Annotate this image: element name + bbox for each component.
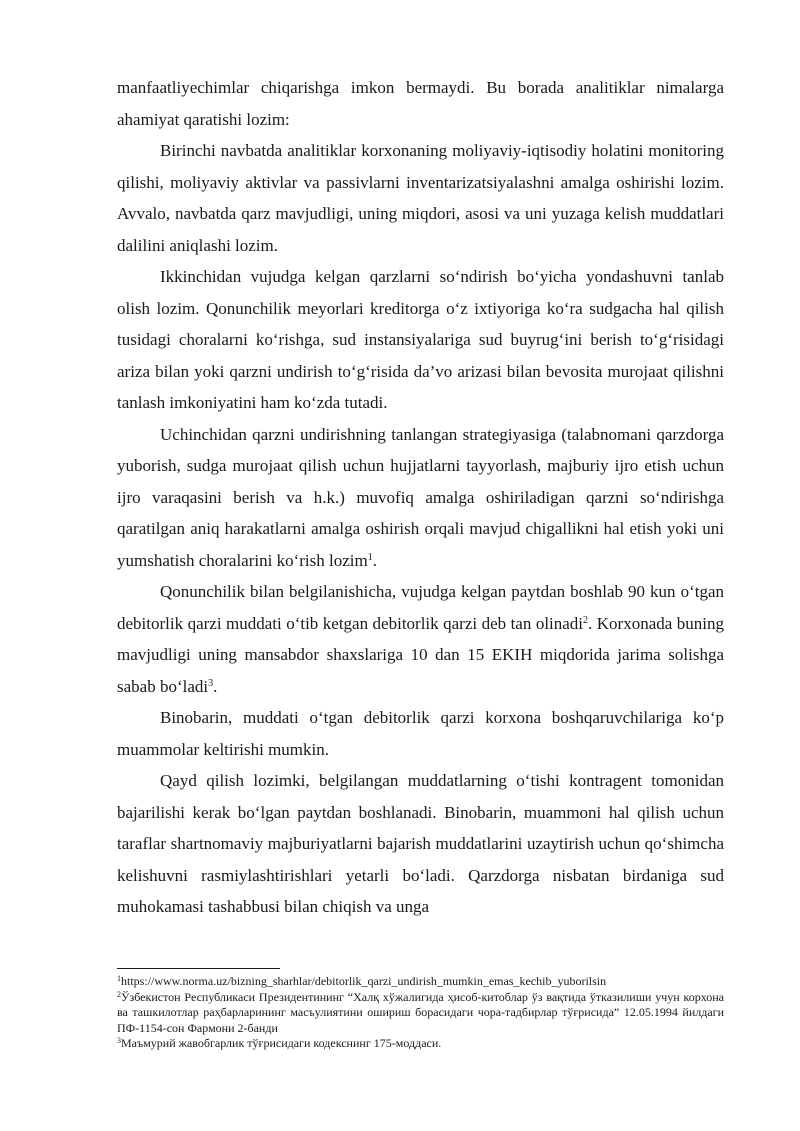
paragraph-4 — [117, 419, 724, 577]
paragraph-5-end: . — [213, 676, 218, 696]
footnotes — [117, 974, 724, 1052]
footnote-mark-3: 3 — [117, 1036, 121, 1045]
footnote-2 — [117, 990, 724, 1037]
footnote-mark-1: 1 — [117, 974, 121, 983]
footnote-mark-2: 2 — [117, 989, 121, 999]
paragraph-5-text-a: Qonunchilik bilan belgilanishicha, vujudga kelgan paytdan boshlab 90 kun o‘tgan debitorlik qarzi muddati o‘tib ketgan debitorlik qarzi deb tan olinadi — [117, 582, 724, 633]
paragraph-5 — [117, 576, 724, 702]
footnote-1 — [117, 974, 724, 990]
paragraph-2: Birinchi navbatda analitiklar korxonaning moliyaviy-iqtisodiy holatini monitoring qilishi, moliyaviy aktivlar va passivlarni inventarizatsiyalashni amalga oshirishi lozim. Avvalo, navbatda qarz mavjudligi, uning miqdori, asosi va uni yuzaga kelish muddatlari dalilini aniqlashi lozim. — [117, 141, 724, 255]
paragraph-7: Qayd qilish lozimki, belgilangan muddatlarning o‘tishi kontragent tomonidan bajarilishi kerak bo‘lgan paytdan boshlanadi. Binobarin, muammoni hal qilish uchun taraflar shartnomaviy majburiyatlarni bajarish muddatlarini uzaytirish uchun qo‘shimcha kelishuvni rasmiylashtirishlari yetarli bo‘ladi. Qarzdorga nisbatan birdaniga sud muhokamasi tashabbusi bilan chiqish va unga — [117, 771, 724, 916]
footnote-3 — [117, 1036, 724, 1052]
paragraph-5-text-b: . Korxonada buning mavjudligi uning mansabdor shaxslariga 10 dan 15 EKIH miqdorida jarima solishga sabab bo‘ladi — [117, 613, 724, 696]
footnote-3-text: Маъмурий жавобгарлик тўғрисидаги кодекснинг 175-моддаси. — [121, 1036, 442, 1050]
paragraph-4-text: Uchinchidan qarzni undirishning tanlangan strategiyasiga (talabnomani qarzdorga yuborish, sudga murojaat qilish uchun hujjatlarni tayyorlash, majburiy ijro etish uchun ijro varaqasini berish va h.k.) muvofiq amalga oshiriladigan qarzni so‘ndirishga qaratilgan aniq harakatlarni amalga oshirish orqali mavjud chigallikni hal etish yoki uni yumshatish choralarini ko‘rish lozim — [117, 424, 724, 570]
footnote-ref-1[interactable]: 1 — [367, 551, 373, 563]
paragraph-1: manfaatliyechimlar chiqarishga imkon bermaydi. Bu borada analitiklar nimalarga ahamiyat qaratishi lozim: — [117, 78, 724, 129]
footnote-2-text: Ўзбекистон Республикаси Президентининг “Халқ хўжалигида ҳисоб-китоблар ўз вақтида ўтказилиши учун корхона ва ташкилотлар раҳбарларининг масъулиятини ошириш борасидаги чора-тадбирлар тўғрисида” 12.05.1994 йилдаги ПФ-1154-сон Фармони 2-банди — [117, 989, 724, 1035]
footnote-ref-2[interactable]: 2 — [583, 614, 589, 626]
footnote-ref-3[interactable]: 3 — [208, 677, 214, 689]
paragraph-4-end: . — [372, 550, 377, 570]
footnote-divider — [117, 968, 280, 969]
footnote-1-link[interactable]: https://www.norma.uz/bizning_sharhlar/debitorlik_qarzi_undirish_mumkin_emas_kechib_yuborilsin — [121, 974, 607, 988]
body-text — [117, 72, 724, 923]
paragraph-6: Binobarin, muddati o‘tgan debitorlik qarzi korxona boshqaruvchilariga ko‘p muammolar keltirishi mumkin. — [117, 708, 724, 759]
paragraph-3: Ikkinchidan vujudga kelgan qarzlarni so‘ndirish bo‘yicha yondashuvni tanlab olish lozim. Qonunchilik meyorlari kreditorga o‘z ixtiyoriga ko‘ra sudgacha hal qilish tusidagi choralarni ko‘rishga, sud instansiyalariga sud buyrug‘ini berish to‘g‘risidagi ariza bilan yoki qarzni undirish to‘g‘risida da’vo arizasi bilan bevosita murojaat qilishni tanlash imkoniyatini ham ko‘zda tutadi. — [117, 267, 724, 412]
